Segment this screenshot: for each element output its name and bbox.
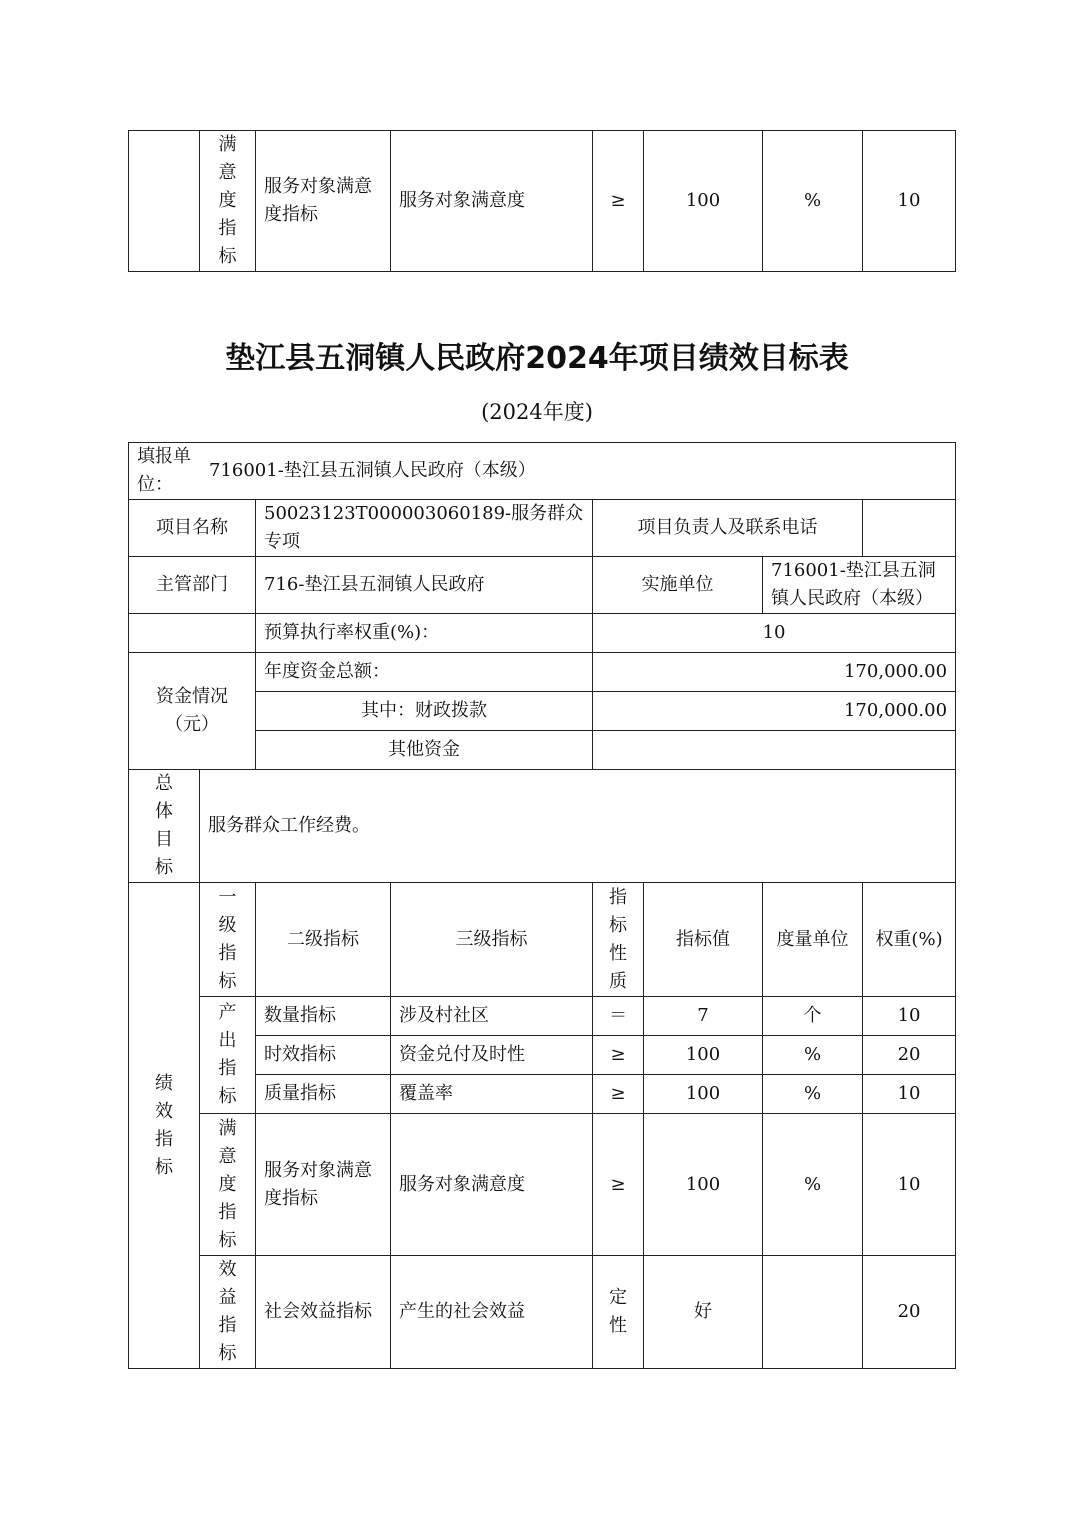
- funds-finance-label: 其中：财政拨款: [256, 692, 593, 731]
- page-subtitle: (2024年度): [481, 400, 593, 424]
- benefit-unit: [763, 1256, 863, 1369]
- goal-label: 总体目标: [129, 770, 200, 883]
- satisfaction-unit: %: [763, 1114, 863, 1256]
- satisfaction-value: 100: [644, 1114, 763, 1256]
- continuation-table: [128, 130, 956, 272]
- performance-table: [128, 442, 956, 1369]
- funds-other-label: 其他资金: [256, 731, 593, 770]
- satisfaction-nature: ≥: [593, 1114, 644, 1256]
- row-level3: 资金兑付及时性: [391, 1036, 593, 1075]
- budget-weight-value: 10: [593, 614, 956, 653]
- benefit-weight: 20: [863, 1256, 956, 1369]
- benefit-value: 好: [644, 1256, 763, 1369]
- satisfaction-level3: 服务对象满意度: [391, 1114, 593, 1256]
- benefit-label: 效益指标: [200, 1256, 256, 1369]
- row-unit: %: [763, 1036, 863, 1075]
- satisfaction-level2: 服务对象满意度指标: [256, 1114, 391, 1256]
- header-level2: 二级指标: [256, 883, 391, 997]
- impl-label: 实施单位: [593, 557, 763, 614]
- row-nature: ≥: [593, 1075, 644, 1114]
- row-level2: 数量指标: [256, 997, 391, 1036]
- header-nature: 指标性质: [593, 883, 644, 997]
- satisfaction-label: 满意度指标: [200, 1114, 256, 1256]
- row-level3: 涉及村社区: [391, 997, 593, 1036]
- dept-label: 主管部门: [129, 557, 256, 614]
- output-label: 产出指标: [200, 997, 256, 1114]
- value-cell: 100: [644, 131, 763, 272]
- funds-finance-value: 170,000.00: [593, 692, 956, 731]
- level1-cell: 满意度指标: [200, 131, 256, 272]
- row-value: 100: [644, 1036, 763, 1075]
- project-name-label: 项目名称: [129, 500, 256, 557]
- row-level3: 覆盖率: [391, 1075, 593, 1114]
- unit-cell: %: [763, 131, 863, 272]
- benefit-nature: 定性: [593, 1256, 644, 1369]
- project-name-value: 50023123T000003060189-服务群众专项: [256, 500, 593, 557]
- performance-section-label: 绩效指标: [129, 883, 200, 1369]
- level2-cell: 服务对象满意度指标: [256, 131, 391, 272]
- benefit-level3: 产生的社会效益: [391, 1256, 593, 1369]
- budget-weight-label: 预算执行率权重(%)：: [256, 614, 593, 653]
- nature-cell: ≥: [593, 131, 644, 272]
- header-value: 指标值: [644, 883, 763, 997]
- row-weight: 20: [863, 1036, 956, 1075]
- goal-text: 服务群众工作经费。: [200, 770, 956, 883]
- empty-cell: [129, 131, 200, 272]
- row-level2: 时效指标: [256, 1036, 391, 1075]
- satisfaction-weight: 10: [863, 1114, 956, 1256]
- funds-other-value: [593, 731, 956, 770]
- funds-total-label: 年度资金总额：: [256, 653, 593, 692]
- header-level1: 一级指标: [200, 883, 256, 997]
- fill-unit-label: 填报单位：: [137, 446, 191, 495]
- row-nature: ≥: [593, 1036, 644, 1075]
- header-weight: 权重(%): [863, 883, 956, 997]
- level3-cell: 服务对象满意度: [391, 131, 593, 272]
- row-unit: %: [763, 1075, 863, 1114]
- header-unit: 度量单位: [763, 883, 863, 997]
- benefit-level2: 社会效益指标: [256, 1256, 391, 1369]
- weight-cell: 10: [863, 131, 956, 272]
- row-unit: 个: [763, 997, 863, 1036]
- empty-cell: [129, 614, 256, 653]
- row-weight: 10: [863, 1075, 956, 1114]
- impl-value: 716001-垫江县五洞镇人民政府（本级）: [763, 557, 956, 614]
- contact-label: 项目负责人及联系电话: [593, 500, 863, 557]
- funds-label: 资金情况（元）: [129, 653, 256, 770]
- fill-unit-value: 716001-垫江县五洞镇人民政府（本级）: [209, 460, 536, 481]
- dept-value: 716-垫江县五洞镇人民政府: [256, 557, 593, 614]
- page-title: 垫江县五洞镇人民政府2024年项目绩效目标表: [225, 341, 849, 376]
- row-nature: ＝: [593, 997, 644, 1036]
- funds-total-value: 170,000.00: [593, 653, 956, 692]
- contact-value: [863, 500, 956, 557]
- row-weight: 10: [863, 997, 956, 1036]
- row-value: 7: [644, 997, 763, 1036]
- row-level2: 质量指标: [256, 1075, 391, 1114]
- row-value: 100: [644, 1075, 763, 1114]
- fill-unit-row: [129, 443, 956, 500]
- header-level3: 三级指标: [391, 883, 593, 997]
